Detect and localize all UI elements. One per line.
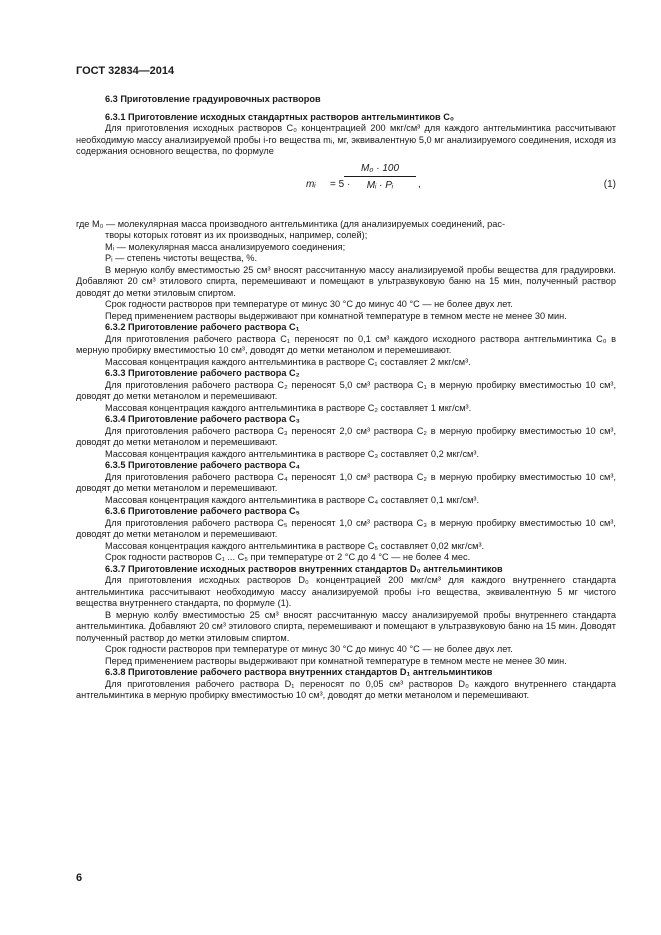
paragraph: В мерную колбу вместимостью 25 см³ вносят рассчитанную массу анализируемой пробы вещества для градуировки. Добавляют 20 см³ этилового спирта, перемешивают и помещают в ультразвуковую баню на 15 мин, полученный раствор доводят до метки этиловым спиртом.	[76, 264, 616, 298]
paragraph: Для приготовления рабочего раствора C₅ переносят 1,0 см³ раствора C₃ в мерную пробирку вместимостью 10 см³, доводят до метки метанолом и перемешивают.	[76, 517, 616, 539]
page-number: 6	[76, 872, 83, 884]
document-body	[76, 94, 616, 702]
formula-1	[76, 163, 616, 215]
paragraph: В мерную колбу вместимостью 25 см³ вносят рассчитанную массу анализируемой пробы внутреннего стандарта антгельминтика. Добавляют 20 см³ этилового спирта, перемешивают и помещают в ультразвуковую баню на 15 мин. Доводят полученный раствор до метки этиловым спиртом.	[76, 609, 616, 643]
where-line-1: где M₀ — молекулярная масса производного антгельминтика (для анализируемых соединений, рас-	[76, 218, 505, 229]
heading-6-3-6: 6.3.6 Приготовление рабочего раствора C₅	[105, 506, 300, 516]
formula-fraction	[344, 163, 416, 192]
paragraph: Срок годности растворов при температуре от минус 30 °С до минус 40 °С — не более двух лет.	[105, 299, 513, 309]
paragraph: Массовая концентрация каждого антгельминтика в растворе C₅ составляет 0,02 мкг/см³.	[105, 540, 485, 551]
paragraph: Для приготовления рабочего раствора C₄ переносят 1,0 см³ раствора C₂ в мерную пробирку вместимостью 10 см³, доводят до метки метанолом и перемешивают.	[76, 471, 616, 493]
formula-lhs: mᵢ	[306, 178, 316, 190]
heading-6-3-3: 6.3.3 Приготовление рабочего раствора C₂	[105, 368, 300, 378]
where-clause	[76, 219, 616, 242]
section-title: 6.3 Приготовление градуировочных растворов	[105, 94, 321, 104]
formula-denominator: Mᵢ · Pᵢ	[366, 180, 394, 191]
heading-6-3-2: 6.3.2 Приготовление рабочего раствора C₁	[105, 322, 300, 332]
paragraph: Для приготовления исходных растворов C₀ концентрацией 200 мкг/см³ для каждого антгельминтика рассчитывают необходимую массу анализируемой пробы i-го вещества mᵢ, мг, эквивалентную 5,0 мг анализируемого соединения, исходя из содержания основного вещества, по формуле	[76, 123, 616, 156]
where-line-2: Mᵢ — молекулярная масса анализируемого соединения;	[105, 241, 346, 252]
heading-6-3-4: 6.3.4 Приготовление рабочего раствора C₃	[105, 414, 300, 424]
document-header: ГОСТ 32834—2014	[76, 65, 175, 77]
where-line-1b: творы которых готовят из их производных, например, солей);	[105, 230, 368, 240]
paragraph: Массовая концентрация каждого антгельминтика в растворе C₂ составляет 1 мкг/см³.	[105, 402, 472, 413]
formula-numerator: M₀ · 100	[344, 163, 416, 178]
heading-6-3-5: 6.3.5 Приготовление рабочего раствора C₄	[105, 460, 300, 470]
paragraph: Массовая концентрация каждого антгельминтика в растворе C₃ составляет 0,2 мкг/см³.	[105, 448, 479, 459]
paragraph: Для приготовления рабочего раствора D₁ переносят по 0,05 см³ растворов D₀ каждого внутреннего стандарта антгельминтика в мерную пробирку вместимостью 10 см³, доводят до метки метанолом и перемешивают.	[76, 678, 616, 700]
paragraph: Для приготовления исходных растворов D₀ концентрацией 200 мкг/см³ для каждого внутреннего стандарта антгельминтика рассчитывают необходимую массу анализируемой пробы i-го вещества, эквивалентную 5 мг чистого вещества внутреннего стандарта, по формуле (1).	[76, 575, 616, 608]
paragraph: Для приготовления рабочего раствора C₂ переносят 5,0 см³ раствора C₁ в мерную пробирку вместимостью 10 см³, доводят до метки метанолом и перемешивают.	[76, 379, 616, 401]
heading-6-3-1: 6.3.1 Приготовление исходных стандартных растворов антгельминтиков C₀	[105, 111, 454, 122]
paragraph: Массовая концентрация каждого антгельминтика в растворе C₁ составляет 2 мкг/см³.	[105, 356, 471, 367]
paragraph: Для приготовления рабочего раствора C₁ переносят по 0,1 см³ каждого исходного раствора антгельминтика C₀ в мерную пробирку вместимостью 10 см³, доводят до метки метанолом и перемешивают.	[76, 333, 616, 355]
paragraph: Перед применением растворы выдерживают при комнатной температуре в темном месте не менее 30 мин.	[105, 655, 567, 666]
paragraph: Массовая концентрация каждого антгельминтика в растворе C₄ составляет 0,1 мкг/см³.	[105, 494, 479, 505]
where-line-3: Pᵢ — степень чистоты вещества, %.	[105, 253, 258, 263]
paragraph: Срок годности растворов C₁ ... C₅ при температуре от 2 °С до 4 °С — не более 4 мес.	[105, 552, 471, 562]
formula-equals: = 5 ·	[330, 178, 351, 190]
paragraph: Срок годности растворов при температуре от минус 30 °С до минус 40 °С — не более двух лет.	[105, 644, 513, 654]
heading-6-3-8: 6.3.8 Приготовление рабочего раствора внутренних стандартов D₁ антгельминтиков	[105, 667, 493, 677]
formula-comma: ,	[418, 178, 421, 190]
paragraph: Перед применением растворы выдерживают при комнатной температуре в темном месте не менее 30 мин.	[105, 310, 567, 321]
heading-6-3-7: 6.3.7 Приготовление исходных растворов внутренних стандартов D₀ антгельминтиков	[105, 563, 503, 574]
formula-number: (1)	[603, 178, 616, 190]
paragraph: Для приготовления рабочего раствора C₃ переносят 2,0 см³ раствора C₂ в мерную пробирку вместимостью 10 см³, доводят до метки метанолом и перемешивают.	[76, 425, 616, 447]
